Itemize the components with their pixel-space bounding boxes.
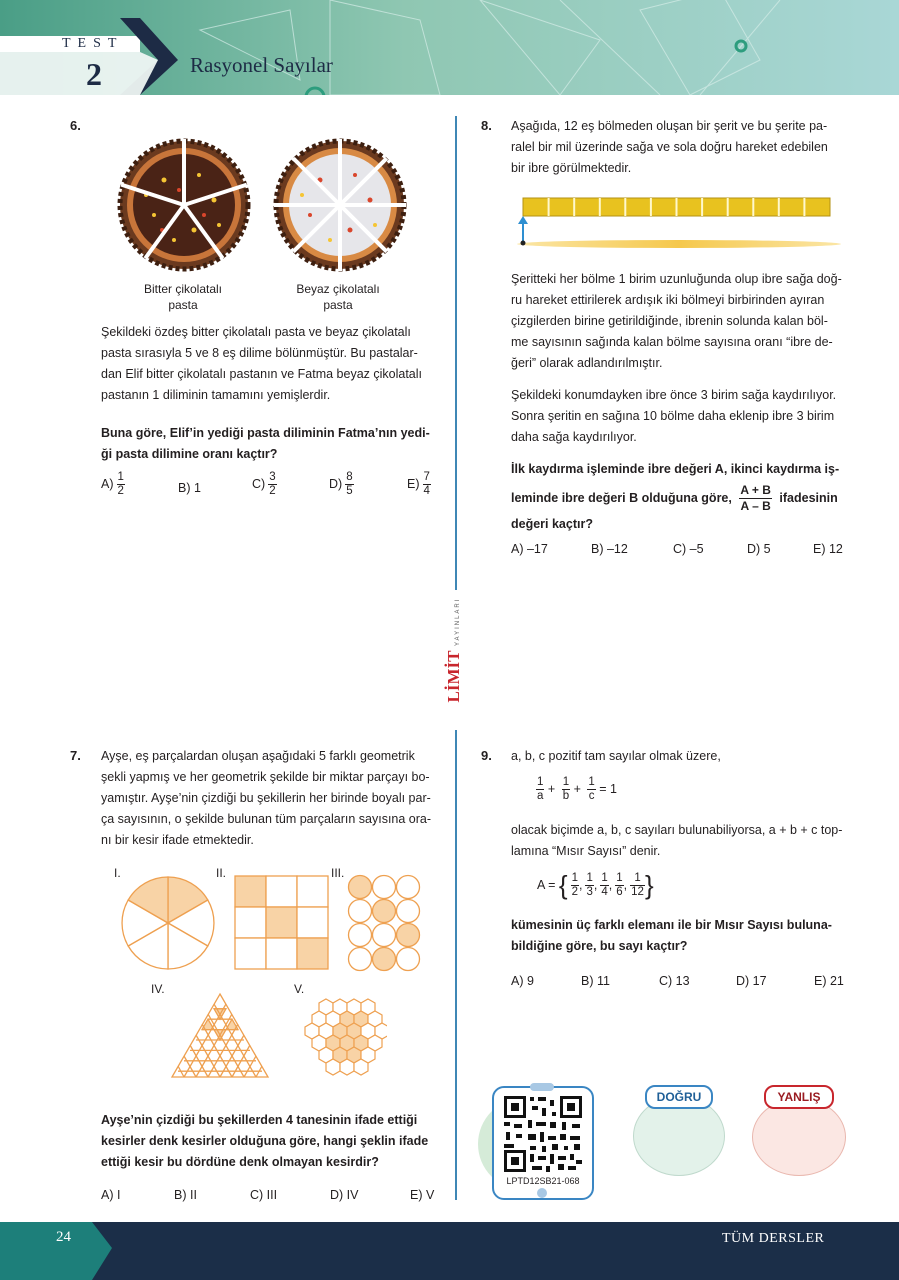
denominator: 2: [571, 886, 578, 898]
plus-sign: +: [547, 781, 556, 796]
text-line: ru hareket ettirilerek ardışık iki bölmeyi birbirinden ayıran: [511, 293, 825, 307]
test-number: 2: [86, 56, 102, 92]
brace-open: {: [558, 870, 568, 900]
text-line: çizgilerden birine getirildiğinde, ibrenin solunda kalan böl-: [511, 314, 828, 328]
fraction: [630, 872, 645, 899]
option-label: D): [329, 476, 343, 491]
text-part: leminde ibre değeri B olduğuna göre,: [511, 490, 732, 505]
denominator: 2: [269, 485, 276, 497]
q9-option-d[interactable]: D) 17: [736, 974, 767, 988]
q8-option-a[interactable]: A) –17: [511, 542, 548, 556]
numerator: 1: [537, 776, 544, 788]
strip-diagram: [514, 190, 844, 254]
text-line: dan Elif bitter çikolatalı pastanın ve Fatma beyaz çikolatalı: [101, 367, 422, 381]
text-line: kümesinin üç farklı elemanı ile bir Mısır Sayısı buluna-: [511, 918, 832, 932]
q8-text-1: [511, 116, 847, 179]
q8-option-b[interactable]: B) –12: [591, 542, 628, 556]
wrong-badge: YANLIŞ: [764, 1085, 834, 1109]
q7-number: 7.: [70, 748, 81, 763]
q6-text: [101, 322, 441, 406]
q9-question: [511, 915, 851, 957]
fraction: [585, 872, 593, 899]
test-label: TEST: [62, 36, 124, 51]
shape-label-5: V.: [294, 982, 305, 996]
q8-text-2: [511, 269, 847, 374]
q6-question: [101, 423, 441, 465]
text-line: Buna göre, Elif’in yediği pasta diliminin Fatma’nın yedi-: [101, 426, 430, 440]
denominator: c: [588, 790, 595, 802]
q7-option-d[interactable]: D) IV: [330, 1188, 359, 1202]
q7-option-c[interactable]: C) III: [250, 1188, 278, 1202]
denominator: a: [537, 790, 544, 802]
shape-label-3: III.: [331, 866, 345, 880]
numerator: A + B: [740, 483, 771, 497]
caption-line: Bitter çikolatalı: [143, 282, 223, 296]
q9-option-b[interactable]: B) 11: [581, 974, 610, 988]
qr-card-dot: [537, 1188, 547, 1198]
set-label: A =: [537, 877, 556, 892]
numerator: 1: [630, 872, 645, 886]
qr-code-text: LPTD12SB21-068: [506, 1176, 580, 1186]
option-label: E): [407, 476, 420, 491]
option-label: A): [101, 476, 114, 491]
text-line: Şekildeki özdeş bitter çikolatalı pasta ve beyaz çikolatalı: [101, 325, 411, 339]
shape-label-2: II.: [216, 866, 227, 880]
fraction: [571, 872, 579, 899]
text-line: bir ibre görülmektedir.: [511, 161, 632, 175]
page-header: [0, 0, 899, 95]
text-line: pastanın 1 diliminin tamamını yemişlerdir.: [101, 388, 331, 402]
text-line: Ayşe’nin çizdiği bu şekillerden 4 tanesinin ifade ettiği: [101, 1113, 418, 1127]
text-line: İlk kaydırma işleminde ibre değeri A, ikinci kaydırma iş-: [511, 462, 840, 476]
footer-brand: TÜM DERSLER: [722, 1231, 825, 1246]
numerator: 8: [346, 471, 353, 483]
text-line: şekli yapmış ve her geometrik şekilde bir miktar parçayı bo-: [101, 770, 430, 784]
page-number: 24: [56, 1229, 71, 1245]
text-line: Şeritteki her bölme 1 birim uzunluğunda olup ibre sağa doğ-: [511, 272, 842, 286]
denominator: 3: [586, 886, 593, 898]
dark-chocolate-cake-image: [116, 138, 252, 272]
shape-circles: [346, 874, 422, 972]
q6-option-e[interactable]: [407, 471, 431, 498]
q8-question: [511, 459, 851, 535]
text-line: lamına “Mısır Sayısı” denir.: [511, 844, 661, 858]
numerator: 1: [117, 471, 124, 483]
denominator: A – B: [740, 499, 771, 513]
text-line: nı bir kesir ifade etmektedir.: [101, 833, 254, 847]
correct-badge: DOĞRU: [645, 1085, 713, 1109]
denominator: 2: [117, 485, 124, 497]
text-line: ralel bir mil üzerinde sağa ve sola doğru hareket edebilen: [511, 140, 828, 154]
q8-number: 8.: [481, 118, 492, 133]
fraction: [536, 776, 544, 803]
qr-card[interactable]: [492, 1086, 594, 1200]
text-line: pasta sırasıyla 5 ve 8 eş dilime bölünmüştür. Bu pastalar-: [101, 346, 418, 360]
q9-number: 9.: [481, 748, 492, 763]
text-line: Ayşe, eş parçalardan oluşan aşağıdaki 5 farklı geometrik: [101, 749, 415, 763]
text-line: Aşağıda, 12 eş bölmeden oluşan bir şerit ve bu şerite pa-: [511, 119, 828, 133]
text-line: olacak biçimde a, b, c sayıları bulunabiliyorsa, a + b + c top-: [511, 823, 843, 837]
numerator: 3: [269, 471, 276, 483]
q9-option-c[interactable]: C) 13: [659, 974, 690, 988]
shape-hexagons: [303, 991, 387, 1083]
fraction: [345, 471, 353, 498]
fraction: [117, 471, 125, 498]
q7-text: [101, 746, 441, 851]
shape-label-1: I.: [114, 866, 121, 880]
text-line: kesirler denk kesirler olduğuna göre, hangi şeklin ifade: [101, 1134, 429, 1148]
text-line: ği pasta dilimine oranı kaçtır?: [101, 447, 278, 461]
fraction: [587, 776, 595, 803]
shape-label-4: IV.: [151, 982, 165, 996]
denominator: b: [562, 790, 570, 802]
q6-option-c[interactable]: [252, 471, 277, 498]
page-title: Rasyonel Sayılar: [190, 53, 333, 77]
fraction: [600, 872, 608, 899]
numerator: 1: [601, 872, 608, 884]
numerator: 1: [586, 872, 593, 884]
shape-grid: [234, 875, 330, 971]
caption-line: pasta: [168, 298, 198, 312]
qr-card-tab: [530, 1083, 554, 1091]
numerator: 1: [616, 872, 623, 884]
q9-option-e[interactable]: E) 21: [814, 974, 844, 988]
text-line: değeri kaçtır?: [511, 517, 593, 531]
numerator: 1: [588, 776, 595, 788]
q7-question: [101, 1110, 441, 1173]
q8-option-e[interactable]: E) 12: [813, 542, 843, 556]
q9-set: A = { $\frac{1}{2}$ , $\frac{1}{3}$ , $\frac{1}{4}$ , $\frac{1}{6}$ , $\frac{1}{12}$ }: [537, 870, 654, 900]
q9-option-a[interactable]: A) 9: [511, 974, 534, 988]
q6-option-a[interactable]: [101, 471, 125, 498]
fraction: [615, 872, 623, 899]
publisher-brand: LİMİT: [444, 650, 463, 703]
wrong-answer-circle[interactable]: [752, 1098, 846, 1176]
q8-text-3: [511, 385, 847, 448]
denominator: 12: [631, 886, 644, 898]
q9-equation: [533, 776, 617, 803]
fraction: [739, 483, 772, 514]
caption-dark-cake: [118, 281, 248, 313]
text-line: Şekildeki konumdayken ibre önce 3 birim sağa kaydırılıyor.: [511, 388, 837, 402]
denominator: 4: [423, 485, 430, 497]
q7-option-e[interactable]: E) V: [410, 1188, 435, 1202]
shape-triangle: [168, 992, 272, 1082]
caption-line: pasta: [323, 298, 353, 312]
brace-close: }: [644, 870, 654, 900]
numerator: 1: [562, 776, 570, 788]
text-line: daha sağa kaydırılıyor.: [511, 430, 637, 444]
q9-text: [511, 820, 851, 862]
white-chocolate-cake-image: [272, 138, 408, 272]
q7-option-b[interactable]: B) II: [174, 1188, 197, 1202]
option-label: C): [252, 476, 266, 491]
text-line-with-fraction: [511, 483, 851, 514]
text-line: bildiğine göre, bu sayı kaçtır?: [511, 939, 688, 953]
q8-option-d[interactable]: D) 5: [747, 542, 771, 556]
plus-sign: +: [573, 781, 581, 796]
numerator: 7: [423, 471, 430, 483]
denominator: 6: [616, 886, 623, 898]
qr-code-icon: [502, 1094, 584, 1174]
caption-line: Beyaz çikolatalı: [296, 282, 380, 296]
q9-intro: a, b, c pozitif tam sayılar olmak üzere,: [511, 749, 721, 763]
fraction: [423, 471, 431, 498]
text-part: ifadesinin: [779, 490, 838, 505]
q8-option-c[interactable]: C) –5: [673, 542, 704, 556]
q6-option-d[interactable]: [329, 471, 354, 498]
text-line: ça sayısının, o şekilde bulunan tüm parçaların sayısına ora-: [101, 812, 432, 826]
text-line: Sonra şeritin en sağına 10 bölme daha eklenip ibre 3 birim: [511, 409, 835, 423]
text-line: me sayısının sağında kalan bölme sayısına oranı “ibre de-: [511, 335, 833, 349]
fraction: [268, 471, 276, 498]
caption-white-cake: [273, 281, 403, 313]
shape-circle-sectors: [119, 874, 217, 972]
denominator: 5: [346, 485, 353, 497]
text-line: ettiği kesir bu dördüne denk olmayan kesirdir?: [101, 1155, 379, 1169]
denominator: 4: [601, 886, 608, 898]
publisher-sub: YAYINLARI: [455, 597, 461, 647]
publisher-logo: [446, 590, 466, 730]
q6-number: 6.: [70, 118, 81, 133]
fraction: [562, 776, 570, 803]
text-line: yamıştır. Ayşe’nin çizdiği bu şekillerin her birinde boyalı par-: [101, 791, 431, 805]
equals-one: = 1: [599, 781, 617, 796]
q7-option-a[interactable]: A) I: [101, 1188, 121, 1202]
numerator: 1: [571, 872, 578, 884]
text-line: ğeri” olarak adlandırılmıştır.: [511, 356, 663, 370]
q6-option-b[interactable]: B) 1: [178, 481, 201, 495]
